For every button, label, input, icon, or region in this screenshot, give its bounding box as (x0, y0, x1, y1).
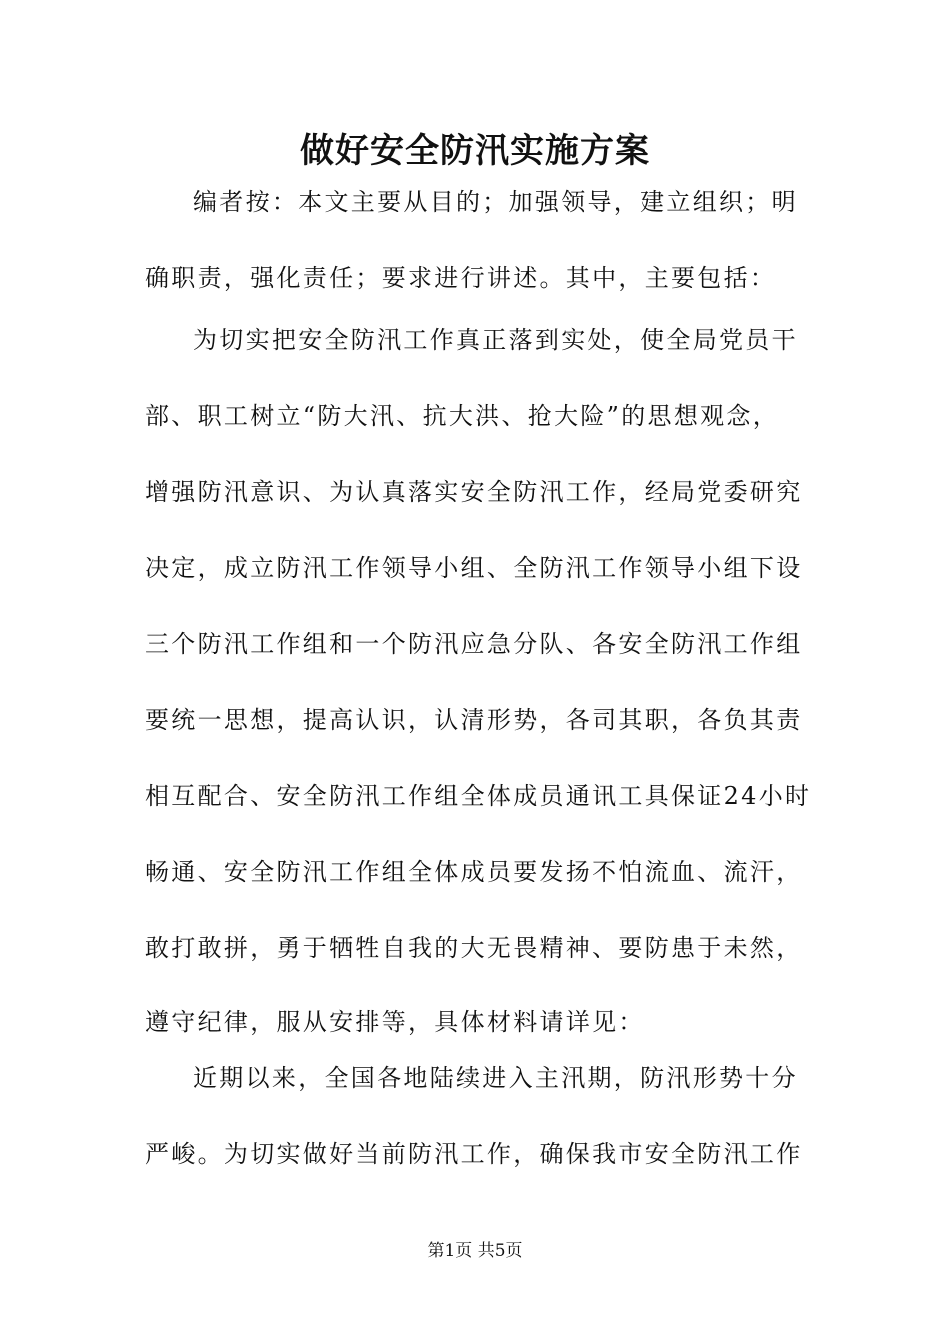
paragraph-line-2: 部、职工树立“防大汛、抗大洪、抢大险”的思想观念， (145, 402, 780, 430)
editor-note-line-1: 编者按：本文主要从目的；加强领导，建立组织；明 (193, 188, 798, 216)
paragraph-line-5: 三个防汛工作组和一个防汛应急分队、各安全防汛工作组 (145, 630, 803, 658)
paragraph-line-1: 为切实把安全防汛工作真正落到实处，使全局党员干 (193, 326, 798, 354)
paragraph-line-8: 畅通、安全防汛工作组全体成员要发扬不怕流血、流汗， (145, 858, 803, 886)
paragraph2-line-1: 近期以来，全国各地陆续进入主汛期，防汛形势十分 (193, 1064, 798, 1092)
page-number-footer: 第1页 共5页 (427, 1241, 523, 1261)
paragraph2-line-2: 严峻。为切实做好当前防汛工作，确保我市安全防汛工作 (145, 1140, 803, 1168)
paragraph-line-7: 相互配合、安全防汛工作组全体成员通讯工具保证24小时 (145, 782, 812, 810)
paragraph-line-9: 敢打敢拼，勇于牺牲自我的大无畏精神、要防患于未然， (145, 934, 803, 962)
paragraph-line-4: 决定，成立防汛工作领导小组、全防汛工作领导小组下设 (145, 554, 803, 582)
paragraph-line-6: 要统一思想，提高认识，认清形势，各司其职，各负其责 (145, 706, 803, 734)
paragraph-line-3: 增强防汛意识、为认真落实安全防汛工作，经局党委研究 (145, 478, 803, 506)
editor-note-line-2: 确职责，强化责任；要求进行讲述。其中，主要包括： (145, 264, 777, 292)
paragraph-line-10: 遵守纪律，服从安排等，具体材料请详见： (145, 1008, 645, 1036)
document-title: 做好安全防汛实施方案 (300, 131, 650, 171)
